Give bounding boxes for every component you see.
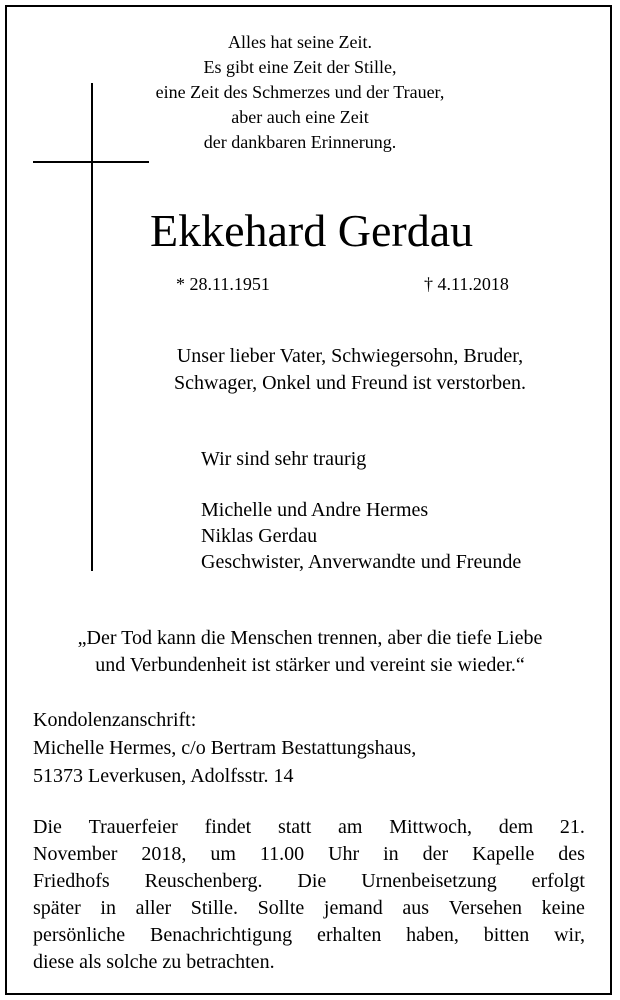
ceremony-line [33, 922, 585, 949]
ceremony-word: erfolgt [531, 870, 585, 892]
ceremony-word: 21. [559, 816, 585, 838]
poem-line: aber auch eine Zeit [231, 107, 369, 127]
mourner-name: Geschwister, Anverwandte und Freunde [201, 551, 522, 573]
ceremony-word: der [422, 843, 449, 865]
ceremony-word: Stille. [190, 897, 238, 919]
ceremony-word: Kapelle [472, 843, 535, 865]
condolence-address [33, 706, 416, 790]
ceremony-word: Friedhofs [33, 870, 110, 892]
ceremony-word: wir, [554, 924, 585, 946]
birth-date: * 28.11.1951 [176, 274, 270, 294]
intro-line: Schwager, Onkel und Freund ist verstorben. [174, 372, 526, 394]
ceremony-line: diese als solche zu betrachten. [33, 951, 275, 973]
poem-line: der dankbaren Erinnerung. [203, 132, 397, 152]
ceremony-word: persönliche [33, 924, 126, 946]
ceremony-word: Trauerfeier [88, 816, 178, 838]
ceremony-line [33, 841, 585, 868]
ceremony-word: Versehen [448, 897, 522, 919]
poem-line: Alles hat seine Zeit. [228, 32, 372, 52]
poem [100, 30, 500, 155]
ceremony-word: aus [402, 897, 430, 919]
cross-icon-bar [33, 161, 149, 163]
address-line: Kondolenzanschrift: [33, 709, 197, 731]
ceremony-word: dem [498, 816, 534, 838]
ceremony-word: 2018, [141, 843, 187, 865]
ceremony-word: des [558, 843, 585, 865]
ceremony-line [33, 814, 585, 841]
deceased-name: Ekkehard Gerdau [150, 205, 474, 256]
ceremony-word: um [210, 843, 236, 865]
mourner-name: Niklas Gerdau [201, 525, 318, 547]
mourners-list [201, 497, 521, 575]
ceremony-word: keine [541, 897, 585, 919]
ceremony-word: Uhr [328, 843, 360, 865]
ceremony-word: Mittwoch, [389, 816, 472, 838]
address-line: Michelle Hermes, c/o Bertram Bestattungshaus, [33, 737, 417, 759]
ceremony-word: in [100, 897, 116, 919]
ceremony-word: Die [297, 870, 327, 892]
poem-line: Es gibt eine Zeit der Stille, [203, 57, 397, 77]
address-line: 51373 Leverkusen, Adolfsstr. 14 [33, 765, 294, 787]
poem-line: eine Zeit des Schmerzes und der Trauer, [155, 82, 445, 102]
ceremony-word: 11.00 [259, 843, 305, 865]
cross-icon [91, 83, 93, 571]
quote-line: „Der Tod kann die Menschen trennen, aber die tiefe Liebe [77, 627, 543, 649]
ceremony-word: aller [135, 897, 172, 919]
ceremony-word: am [338, 816, 363, 838]
ceremony-word: Urnenbeisetzung [361, 870, 497, 892]
ceremony-word: später [33, 897, 81, 919]
ceremony-word: haben, [406, 924, 459, 946]
ceremony-line [33, 895, 585, 922]
ceremony-word: statt [277, 816, 312, 838]
ceremony-info [33, 814, 585, 976]
ceremony-word: November [33, 843, 118, 865]
ceremony-word: Benachrichtigung [149, 924, 293, 946]
mourning-statement: Wir sind sehr traurig [201, 448, 367, 470]
ceremony-word: Sollte [257, 897, 305, 919]
mourner-name: Michelle und Andre Hermes [201, 499, 429, 521]
quote [20, 625, 600, 679]
ceremony-word: jemand [323, 897, 383, 919]
ceremony-word: in [383, 843, 399, 865]
quote-line: und Verbundenheit ist stärker und vereint sie wieder.“ [95, 654, 525, 676]
intro-text [130, 343, 570, 397]
death-date: † 4.11.2018 [424, 274, 509, 294]
ceremony-word: Die [33, 816, 62, 838]
ceremony-line [33, 868, 585, 895]
ceremony-word: findet [204, 816, 252, 838]
ceremony-word: Reuschenberg. [144, 870, 263, 892]
ceremony-word: erhalten [316, 924, 382, 946]
ceremony-word: bitten [483, 924, 530, 946]
intro-line: Unser lieber Vater, Schwiegersohn, Bruder, [176, 345, 524, 367]
